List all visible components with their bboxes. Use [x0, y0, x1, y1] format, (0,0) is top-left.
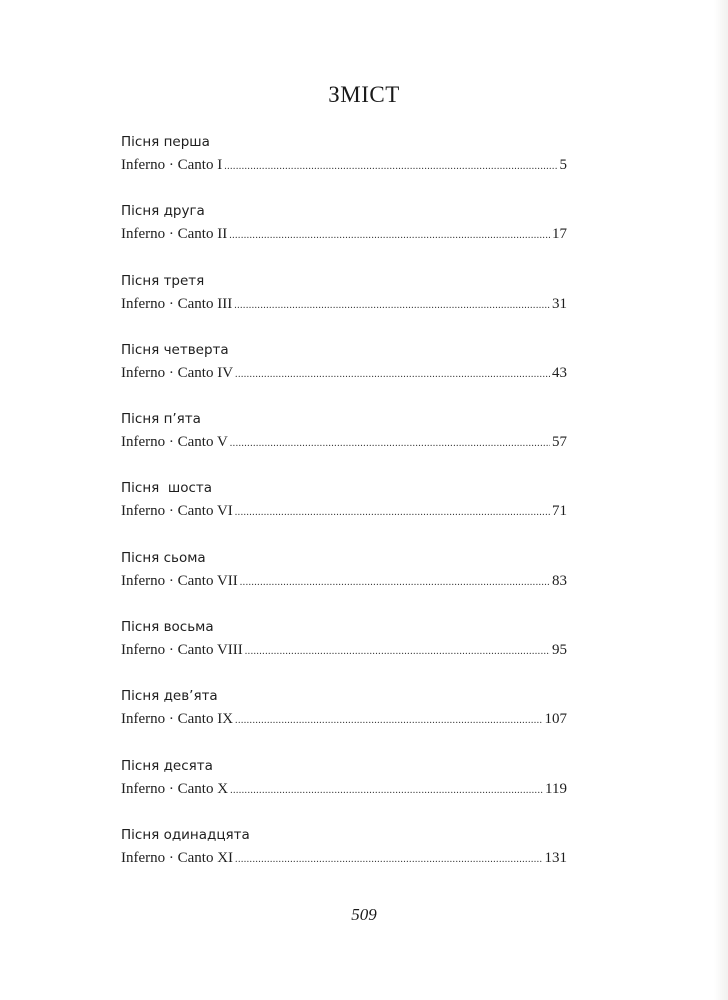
- toc-page-number: 17: [552, 226, 567, 243]
- toc-dot-leader: [234, 295, 550, 317]
- toc-line: [121, 431, 567, 453]
- toc-dot-leader: [235, 502, 550, 524]
- toc-canto-label: Inferno · Canto I: [121, 157, 223, 173]
- toc-chapter-title: Пісня восьма: [121, 619, 214, 636]
- toc-canto-label: Inferno · Canto V: [121, 434, 228, 451]
- toc-dot-leader: [229, 225, 550, 247]
- toc-line: [121, 708, 567, 730]
- toc-chapter-title: Пісня дев’ята: [121, 688, 218, 705]
- page-edge-shadow: [714, 0, 728, 1000]
- toc-dot-leader: [235, 849, 542, 871]
- toc-page-number: 119: [545, 780, 567, 797]
- toc-canto-label: Inferno · Canto XI: [121, 849, 234, 866]
- toc-entry: [121, 130, 567, 199]
- toc-dot-leader: [235, 364, 550, 386]
- toc-entry: [121, 546, 567, 615]
- toc-entry: [121, 338, 567, 407]
- toc-chapter-title: Пісня четверта: [121, 341, 229, 358]
- toc-line: [121, 223, 567, 245]
- toc-page-number: 131: [544, 849, 567, 866]
- toc-entry: [121, 615, 567, 684]
- toc-chapter-title: Пісня шоста: [121, 480, 213, 497]
- toc-line: [121, 500, 567, 522]
- toc-entry: [121, 754, 567, 823]
- toc-line: [121, 362, 567, 384]
- toc-page-number: 107: [544, 711, 567, 728]
- toc-page-number: 83: [552, 572, 567, 589]
- toc-page-number: 71: [552, 503, 567, 520]
- toc-canto-label: Inferno · Canto III: [121, 295, 233, 312]
- toc-page-number: 31: [552, 295, 567, 312]
- toc-chapter-title: Пісня сьома: [121, 549, 206, 566]
- toc-chapter-title: Пісня перша: [121, 134, 210, 150]
- toc-page-number: 5: [559, 157, 567, 173]
- toc-chapter-title: Пісня третя: [121, 272, 205, 289]
- toc-dot-leader: [230, 433, 550, 455]
- toc-canto-label: Inferno · Canto IX: [121, 711, 234, 728]
- toc-entry: [121, 269, 567, 338]
- toc-entry: [121, 823, 567, 892]
- toc-canto-label: Inferno · Canto IV: [121, 364, 234, 381]
- toc-entry: [121, 407, 567, 476]
- page-title: ЗМІСТ: [328, 82, 400, 107]
- toc-dot-leader: [235, 710, 542, 732]
- toc-line: [121, 847, 567, 869]
- toc-page-number: 43: [552, 364, 567, 381]
- toc-canto-label: Inferno · Canto VII: [121, 572, 238, 589]
- toc-page-number: 95: [552, 642, 567, 659]
- toc-chapter-title: Пісня десята: [121, 757, 213, 774]
- toc-dot-leader: [245, 641, 550, 663]
- toc-canto-label: Inferno · Canto X: [121, 780, 229, 797]
- toc-dot-leader: [240, 572, 550, 594]
- toc-chapter-title: Пісня п’ята: [121, 411, 201, 428]
- toc-canto-label: Inferno · Canto VI: [121, 503, 233, 520]
- toc-page-number: 57: [552, 434, 567, 451]
- toc-dot-leader: [230, 780, 543, 802]
- toc-canto-label: Inferno · Canto VIII: [121, 642, 243, 659]
- toc-line: [121, 570, 567, 592]
- toc-chapter-title: Пісня друга: [121, 203, 205, 220]
- page-number-footer: 509: [351, 905, 377, 924]
- toc-line: [121, 639, 567, 661]
- toc-dot-leader: [224, 156, 557, 178]
- toc-entry: [121, 684, 567, 753]
- table-of-contents: [121, 130, 567, 892]
- toc-canto-label: Inferno · Canto II: [121, 226, 228, 243]
- toc-entry: [121, 199, 567, 268]
- toc-line: [121, 293, 567, 315]
- toc-chapter-title: Пісня одинадцята: [121, 826, 250, 843]
- toc-entry: [121, 476, 567, 545]
- toc-line: [121, 778, 567, 800]
- toc-line: [121, 154, 567, 176]
